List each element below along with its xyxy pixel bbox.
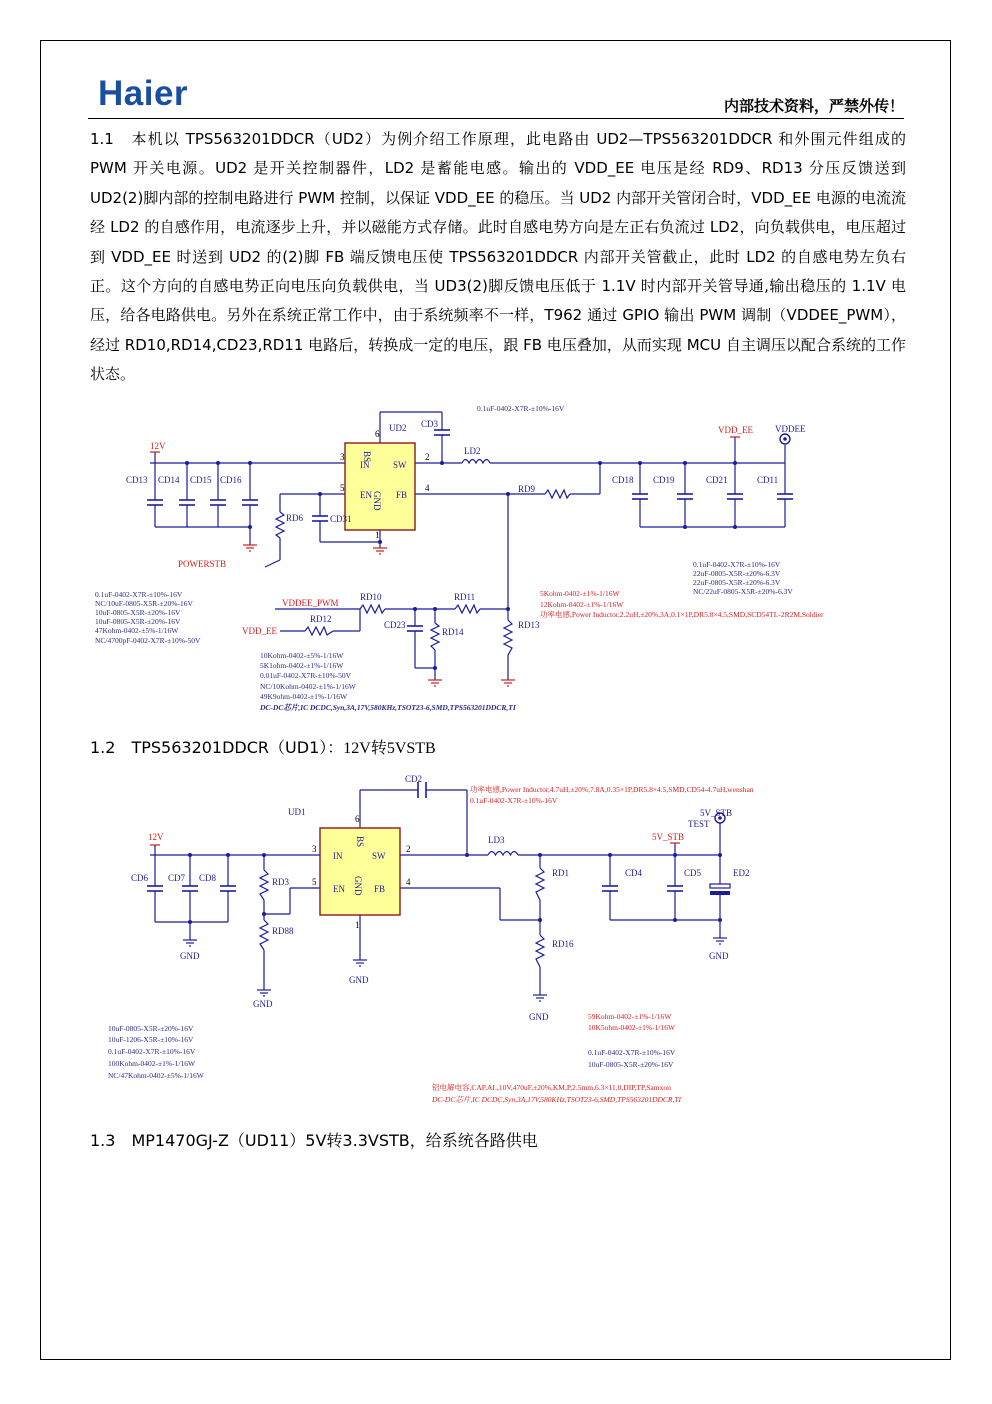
gnd-label-3: GND bbox=[349, 975, 369, 985]
note2-left-4: NC/47Kohm-0402-±5%-1/16W bbox=[108, 1071, 204, 1080]
ref-cd7: CD7 bbox=[168, 873, 186, 883]
ud1-pin-sw: SW bbox=[372, 851, 386, 861]
ref-cd21: CD21 bbox=[706, 475, 728, 485]
net-powerstb: POWERSTB bbox=[178, 559, 227, 569]
note2-red-right-0: 59Kohm-0402-±1%-1/16W bbox=[588, 1012, 672, 1021]
ref-cd8: CD8 bbox=[199, 873, 217, 883]
section-1-3-title: MP1470GJ-Z（UD11）5V转3.3VSTB，给系统各路供电 bbox=[131, 1131, 538, 1150]
note-right-3: NC/22uF-0805-X5R-±20%-6.3V bbox=[693, 587, 793, 596]
ud2-pin-sw: SW bbox=[393, 460, 407, 470]
ref-rd10: RD10 bbox=[360, 592, 382, 602]
note2-red-right-1: 10K5ohm-0402-±1%-1/16W bbox=[588, 1023, 676, 1032]
net-vdd-ee-in: VDD_EE bbox=[242, 626, 277, 636]
ud2-pin-in: IN bbox=[360, 460, 370, 470]
ud1-pin4: 4 bbox=[406, 877, 411, 887]
ref-cd4: CD4 bbox=[625, 868, 643, 878]
ud2-pin-fb: FB bbox=[396, 490, 408, 500]
note-bottom-0: 10Kohm-0402-±5%-1/16W bbox=[260, 651, 344, 660]
ref-ld2: LD2 bbox=[464, 446, 481, 456]
net-5v-stb-test: 5V_STB bbox=[700, 808, 733, 818]
section-1-2-suffix: 12V转5VSTB bbox=[343, 740, 436, 757]
ed2-electrolytic-plate-neg bbox=[710, 891, 730, 895]
note-left-2: 10uF-0805-X5R-±20%-16V bbox=[95, 608, 181, 617]
ref-rd12: RD12 bbox=[310, 614, 332, 624]
ud2-pin2: 2 bbox=[425, 452, 430, 462]
schematic-ud1-resistors bbox=[260, 852, 544, 968]
section-1-3-heading bbox=[90, 1128, 538, 1151]
ref-cd31: CD31 bbox=[330, 514, 352, 524]
ed2-electrolytic-plate bbox=[710, 884, 730, 888]
note-red-2: 功率电感,Power Inductor,2.2uH,±20%,3A,0.1×1P,DR5.8×4.5,SMD,SCD54TL-2R2M,Soldier bbox=[540, 610, 824, 619]
net-test: TEST bbox=[688, 819, 710, 829]
ud2-pin-bs: BS bbox=[362, 451, 372, 463]
section-1-2-number: 1.2 bbox=[90, 738, 116, 757]
ud2-pin5: 5 bbox=[340, 483, 345, 493]
note2-top-red: 功率电感,Power Inductor,4.7uH,±20%,7.8A,0.35×1P,DR5.8×4.5,SMD,CD54-4.7uH,wenshan bbox=[470, 785, 754, 794]
ref-cd23: CD23 bbox=[384, 620, 406, 630]
note2-left-3: 100Kohm-0402-±1%-1/16W bbox=[108, 1059, 196, 1068]
ud2-ref: UD2 bbox=[389, 423, 407, 433]
note-red-1: 12Kohm-0402-±1%-1/16W bbox=[540, 600, 624, 609]
section-number: 1.1 bbox=[90, 130, 114, 148]
net-vddee-pwm: VDDEE_PWM bbox=[282, 598, 339, 608]
ref-rd9: RD9 bbox=[518, 484, 536, 494]
note-left-0: 0.1uF-0402-X7R-±10%-16V bbox=[95, 590, 183, 599]
schematic-ud1-grounds bbox=[150, 843, 680, 845]
note-bottom-2: 0.01uF-0402-X7R-±10%-50V bbox=[260, 671, 351, 680]
gnd-label-4: GND bbox=[529, 1012, 549, 1022]
ref-cd2: CD2 bbox=[405, 774, 423, 784]
ud1-pin1: 1 bbox=[355, 920, 360, 930]
ref-cd16: CD16 bbox=[220, 475, 242, 485]
note2-left-1: 10uF-1206-X5R-±10%-16V bbox=[108, 1035, 194, 1044]
ref-rd16: RD16 bbox=[552, 939, 574, 949]
note-right-1: 22uF-0805-X5R-±20%-6.3V bbox=[693, 569, 781, 578]
ref-cd19: CD19 bbox=[653, 475, 675, 485]
ref-ld3: LD3 bbox=[488, 835, 505, 845]
ud1-pin-fb: FB bbox=[374, 884, 386, 894]
intro-text: 本机以 TPS563201DDCR（UD2）为例介绍工作原理，此电路由 UD2—TPS563201DDCR 和外围元件组成的 PWM 开关电源。UD2 是开关控制器件，LD2 是蓄能电感。输出的 VDD_EE 电压是经 RD9、RD13 分压反馈送到 UD2(2)脚内部的控制电路进行 PWM 控制，以保证 VDD_EE 的稳压。当 UD2 内部开关管闭合时，VDD_EE 电源的电流流经 LD2 的自感作用，电流逐步上升，并以磁能方式存储。此时自感电势方向是左正右负流过 LD2，向负载供电，电压超过到 VDD_EE 时送到 UD2 的(2)脚 FB 端反馈电压使 TPS563201DDCR 内部开关管截止，此时 LD2 的自感电势左负右正。这个方向的自感电势正向电压向负载供电，当 UD3(2)脚反馈电压低于 1.1V 时内部开关管导通,输出稳压的 1.1V 电压，给各电路供电。另外在系统正常工作中，由于系统频率不一样，T962 通过 GPIO 输出 PWM 调制（VDDEE_PWM），经过 RD10,RD14,CD23,RD11 电路后，转换成一定的电压，跟 FB 电压叠加，从而实现 MCU 自主调压以配合系统的工作状态。 bbox=[90, 130, 906, 384]
note-bottom-5: DC-DC芯片,IC DCDC,Syn,3A,17V,580KHz,TSOT23-6,SMD,TPS563201DDCR,TI bbox=[260, 703, 516, 712]
ud2-pin3: 3 bbox=[340, 452, 345, 462]
ref-cd11: CD11 bbox=[757, 475, 779, 485]
note2-left-0: 10uF-0805-X5R-±20%-16V bbox=[108, 1024, 194, 1033]
schematic-ud1 bbox=[0, 765, 992, 1110]
note-cap-top: 0.1uF-0402-X7R-±10%-16V bbox=[477, 404, 565, 413]
schematic-ud1-wires bbox=[150, 790, 720, 995]
ref-cd5: CD5 bbox=[684, 868, 702, 878]
schematic-ud1-labels bbox=[131, 774, 750, 1022]
ud1-pin5: 5 bbox=[312, 877, 317, 887]
note-right-2: 22uF-0805-X5R-±20%-6.3V bbox=[693, 578, 781, 587]
section-1-2-title: TPS563201DDCR（UD1）： bbox=[131, 738, 344, 757]
note2-top-red2: 0.1uF-0402-X7R-±10%-16V bbox=[470, 796, 558, 805]
ref-cd3: CD3 bbox=[421, 419, 439, 429]
net-5v-stb: 5V_STB bbox=[652, 832, 685, 842]
note-left-1: NC/10uF-0805-X5R-±20%-16V bbox=[95, 599, 193, 608]
net-12v: 12V bbox=[150, 441, 166, 451]
ref-cd18: CD18 bbox=[612, 475, 634, 485]
net2-12v: 12V bbox=[148, 832, 164, 842]
gnd-label-2: GND bbox=[253, 999, 273, 1009]
ud2-pin4: 4 bbox=[425, 483, 430, 493]
ref-rd3: RD3 bbox=[272, 877, 290, 887]
ud1-pin3: 3 bbox=[312, 844, 317, 854]
ud2-pin-gnd: GND bbox=[372, 491, 382, 511]
ref-rd11: RD11 bbox=[454, 592, 476, 602]
section-1-2-heading bbox=[90, 735, 436, 758]
schematic-ud2 bbox=[0, 395, 992, 725]
note2-left-2: 0.1uF-0402-X7R-±10%-16V bbox=[108, 1047, 196, 1056]
gnd-label-5: GND bbox=[709, 951, 729, 961]
ref-rd88: RD88 bbox=[272, 926, 294, 936]
confidential-notice: 内部技术资料，严禁外传！ bbox=[723, 97, 904, 115]
ref-cd14: CD14 bbox=[158, 475, 180, 485]
note-left-4: 47Kohm-0402-±5%-1/16W bbox=[95, 626, 179, 635]
ud1-pin-bs: BS bbox=[355, 836, 365, 848]
gnd-label-1: GND bbox=[180, 951, 200, 961]
ud2-chip bbox=[345, 443, 415, 530]
note-left-3: 10uF-0805-X5R-±20%-16V bbox=[95, 617, 181, 626]
note-red-0: 5Kohm-0402-±1%-1/16W bbox=[540, 589, 620, 598]
ref-rd13: RD13 bbox=[518, 620, 540, 630]
ud2-pin6: 6 bbox=[375, 429, 380, 439]
haier-logo: Haier bbox=[98, 74, 189, 113]
schematic-ud2-notes bbox=[95, 404, 824, 712]
note2-right-0: 0.1uF-0402-X7R-±10%-16V bbox=[588, 1048, 676, 1057]
note-bottom-1: 5K1ohm-0402-±1%-1/16W bbox=[260, 661, 344, 670]
ref-rd1: RD1 bbox=[552, 868, 570, 878]
vddee-test-point-dot bbox=[783, 437, 787, 441]
ud2-pin-en: EN bbox=[360, 490, 372, 500]
ref-cd6: CD6 bbox=[131, 873, 149, 883]
ud1-pin2: 2 bbox=[406, 844, 411, 854]
ud1-ref: UD1 bbox=[288, 807, 306, 817]
ud1-pin-in: IN bbox=[333, 851, 343, 861]
ref-cd15: CD15 bbox=[190, 475, 212, 485]
ref-rd6: RD6 bbox=[286, 513, 304, 523]
note-bottom-3: NC/10Kohm-0402-±1%-1/16W bbox=[260, 682, 356, 691]
note2-bottom-red-0: 铝电解电容,CAP,AL,10V,470uF,±20%,KM,P,2.5mm,6.3×11.0,DIP,TP,Samxon bbox=[432, 1083, 671, 1092]
note-right-0: 0.1uF-0402-X7R-±10%-16V bbox=[693, 560, 781, 569]
note2-bottom-red-1: DC-DC芯片,IC DCDC,Syn,3A,17V,580KHz,TSOT23-6,SMD,TPS563201DDCR,TI bbox=[432, 1095, 682, 1104]
note-bottom-4: 49K9ohm-0402-±1%-1/16W bbox=[260, 692, 348, 701]
intro-paragraph bbox=[90, 125, 906, 390]
section-1-3-number: 1.3 bbox=[90, 1131, 116, 1150]
note-left-5: NC/4700pF-0402-X7R-±10%-50V bbox=[95, 636, 201, 645]
ref-rd14: RD14 bbox=[442, 627, 464, 637]
header-divider bbox=[88, 118, 904, 119]
ud2-pin1: 1 bbox=[375, 530, 380, 540]
ud1-pin-en: EN bbox=[333, 884, 345, 894]
ref-ed2: ED2 bbox=[733, 868, 750, 878]
net-vddee-test: VDDEE bbox=[775, 424, 806, 434]
ud1-pin-gnd: GND bbox=[353, 876, 363, 896]
note2-right-1: 10uF-0805-X5R-±20%-16V bbox=[588, 1060, 674, 1069]
ref-cd13: CD13 bbox=[126, 475, 148, 485]
net-vdd-ee: VDD_EE bbox=[718, 425, 753, 435]
ud1-pin6: 6 bbox=[355, 814, 360, 824]
